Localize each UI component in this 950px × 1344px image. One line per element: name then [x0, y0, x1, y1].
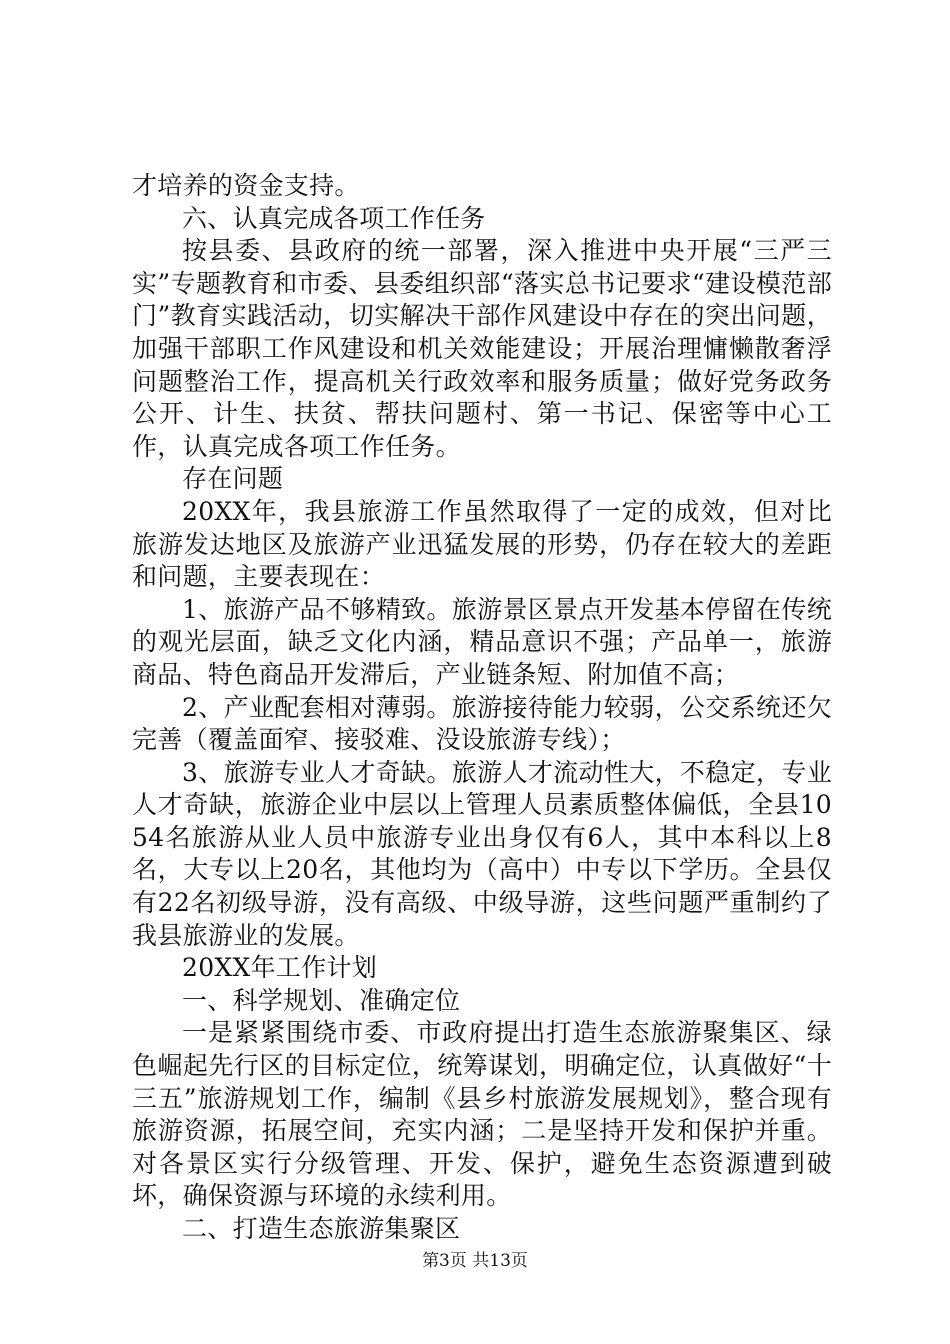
page-number-footer: 第3页 共13页: [422, 1251, 528, 1271]
paragraph-continuation: 才培养的资金支持。: [132, 171, 360, 200]
paragraph: 按县委、县政府的统一部署，深入推进中央开展“三严三实”专题教育和市委、县委组织部“落实总书记要求“建设模范部门”教育实践活动，切实解决干部作风建设中存在的突出问题，加强干部职工作风建设和机关效能建设；开展治理慵懒散奢浮问题整治工作，提高机关行政效率和服务质量；做好党务政务公开、计生、扶贫、帮扶问题村、第一书记、保密等中心工作，认真完成各项工作任务。: [132, 236, 832, 461]
section-heading-2: 二、打造生态旅游集聚区: [182, 1214, 461, 1243]
section-heading-1: 一、科学规划、准确定位: [182, 985, 461, 1015]
list-item-1: 1、旅游产品不够精致。旅游景区景点开发基本停留在传统的观光层面，缺乏文化内涵，精品意识不强；产品单一，旅游商品、特色商品开发滞后，产业链条短、附加值不高；: [132, 594, 832, 689]
paragraph: 一是紧紧围绕市委、市政府提出打造生态旅游聚集区、绿色崛起先行区的目标定位，统筹谋划，明确定位，认真做好“十三五”旅游规划工作，编制《县乡村旅游发展规划》，整合现有旅游资源，拓展空间，充实内涵；二是坚持开发和保护并重。对各景区实行分级管理、开发、保护，避免生态资源遭到破坏，确保资源与环境的永续利用。: [132, 1018, 832, 1211]
section-heading-6: 六、认真完成各项工作任务: [182, 203, 486, 233]
paragraph: 20XX年，我县旅游工作虽然取得了一定的成效，但对比旅游发达地区及旅游产业迅猛发展的形势，仍存在较大的差距和问题，主要表现在：: [132, 496, 832, 592]
list-item-2: 2、产业配套相对薄弱。旅游接待能力较弱，公交系统还欠完善（覆盖面窄、接驳难、没设旅游专线）；: [132, 692, 832, 755]
section-heading-problems: 存在问题: [182, 464, 284, 494]
section-heading-plan: 20XX年工作计划: [182, 953, 378, 983]
list-item-3: 3、旅游专业人才奇缺。旅游人才流动性大，不稳定，专业人才奇缺，旅游企业中层以上管理人员素质整体偏低，全县1054名旅游从业人员中旅游专业出身仅有6人，其中本科以上8名，大专以上20名，其他均为（高中）中专以下学历。全县仅有22名初级导游，没有高级、中级导游，这些问题严重制约了我县旅游业的发展。: [132, 757, 832, 950]
document-body: [132, 170, 832, 1246]
